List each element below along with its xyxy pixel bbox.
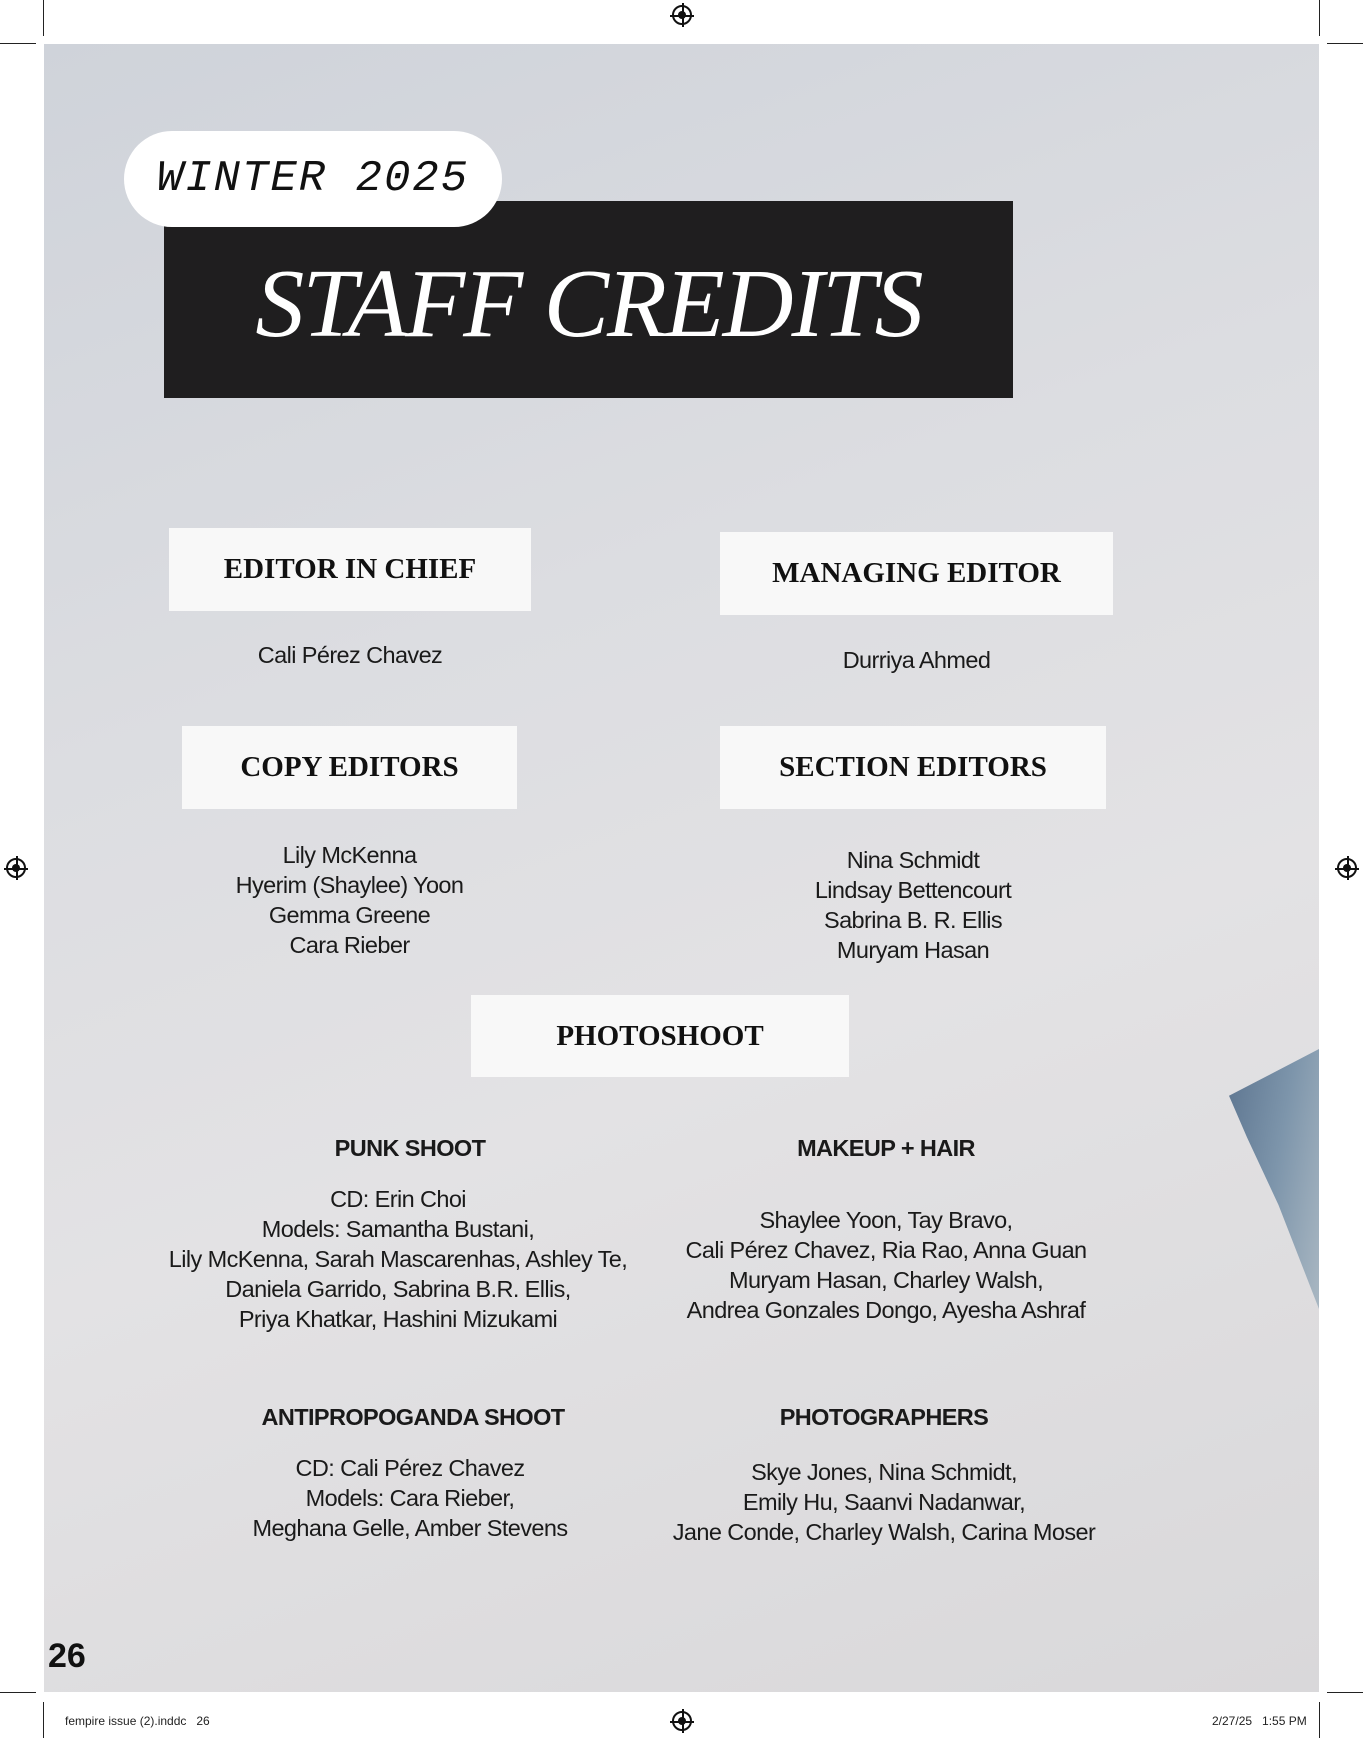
crop-mark-top-right-h	[1327, 43, 1363, 44]
credit-line: Muryam Hasan, Charley Walsh,	[728, 1267, 1044, 1293]
credit-line: Models: Samantha Bustani,	[261, 1216, 535, 1242]
name-line: Lindsay Bettencourt	[814, 877, 1012, 903]
slug-file-info: fempire issue (2).inddc 26	[65, 1714, 210, 1728]
name-line: Lily McKenna	[282, 842, 417, 868]
managing-editor-names	[720, 645, 1113, 675]
crop-mark-bottom-left-h	[0, 1692, 36, 1693]
editor-in-chief-label: EDITOR IN CHIEF	[169, 528, 531, 611]
antipropoganda-shoot-credits	[160, 1453, 660, 1543]
managing-editor-label: MANAGING EDITOR	[720, 532, 1113, 615]
crop-mark-top-left-h	[0, 43, 36, 44]
makeup-hair-credits	[666, 1205, 1106, 1325]
credit-line: CD: Erin Choi	[330, 1186, 466, 1212]
credit-line: Emily Hu, Saanvi Nadanwar,	[742, 1489, 1026, 1515]
credit-line: Cali Pérez Chavez, Ria Rao, Anna Guan	[685, 1237, 1087, 1263]
page-title: STAFF CREDITS	[255, 249, 922, 358]
crop-mark-bottom-right-v	[1319, 1702, 1320, 1738]
crop-mark-top-right-v	[1319, 0, 1320, 36]
section-editors-names	[720, 845, 1106, 965]
credit-line: Jane Conde, Charley Walsh, Carina Moser	[672, 1519, 1096, 1545]
name-line: Cara Rieber	[289, 932, 410, 958]
credit-line: Shaylee Yoon, Tay Bravo,	[759, 1207, 1013, 1233]
book-image-fragment	[1229, 1049, 1319, 1309]
name-line: Muryam Hasan	[836, 937, 990, 963]
photographers-heading: PHOTOGRAPHERS	[779, 1404, 989, 1430]
title-banner	[164, 201, 1013, 398]
credit-line: Skye Jones, Nina Schmidt,	[751, 1459, 1017, 1485]
credit-line: Andrea Gonzales Dongo, Ayesha Ashraf	[686, 1297, 1086, 1323]
registration-mark-right-icon	[1337, 858, 1357, 878]
season-pill: WINTER 2025	[124, 131, 502, 227]
crop-mark-bottom-left-v	[43, 1702, 44, 1738]
registration-mark-left-icon	[6, 858, 26, 878]
copy-editors-names	[182, 840, 517, 960]
credit-line: Meghana Gelle, Amber Stevens	[252, 1515, 568, 1541]
registration-mark-bottom-icon	[672, 1711, 692, 1731]
slug-timestamp: 2/27/25 1:55 PM	[1212, 1714, 1307, 1728]
antipropoganda-shoot-heading: ANTIPROPOGANDA SHOOT	[261, 1404, 565, 1430]
section-editors-label: SECTION EDITORS	[720, 726, 1106, 809]
credit-line: CD: Cali Pérez Chavez	[295, 1455, 525, 1481]
photographers-credits	[654, 1457, 1114, 1547]
copy-editors-label: COPY EDITORS	[182, 726, 517, 809]
crop-mark-top-left-v	[43, 0, 44, 36]
page-number: 26	[48, 1637, 86, 1675]
name-line: Gemma Greene	[268, 902, 431, 928]
makeup-hair-heading: MAKEUP + HAIR	[797, 1135, 975, 1161]
editor-in-chief-names	[169, 640, 531, 670]
registration-mark-top-icon	[672, 5, 692, 25]
name-line: Nina Schmidt	[846, 847, 980, 873]
photoshoot-label: PHOTOSHOOT	[471, 995, 849, 1077]
punk-shoot-heading: PUNK SHOOT	[334, 1135, 486, 1161]
name-line: Durriya Ahmed	[842, 647, 991, 673]
name-line: Hyerim (Shaylee) Yoon	[235, 872, 464, 898]
credit-line: Priya Khatkar, Hashini Mizukami	[238, 1306, 558, 1332]
credit-line: Lily McKenna, Sarah Mascarenhas, Ashley Te,	[168, 1246, 628, 1272]
name-line: Sabrina B. R. Ellis	[824, 907, 1002, 933]
name-line: Cali Pérez Chavez	[257, 642, 443, 668]
crop-mark-bottom-right-h	[1327, 1692, 1363, 1693]
punk-shoot-credits	[148, 1184, 648, 1334]
credit-line: Daniela Garrido, Sabrina B.R. Ellis,	[225, 1276, 571, 1302]
credit-line: Models: Cara Rieber,	[305, 1485, 515, 1511]
